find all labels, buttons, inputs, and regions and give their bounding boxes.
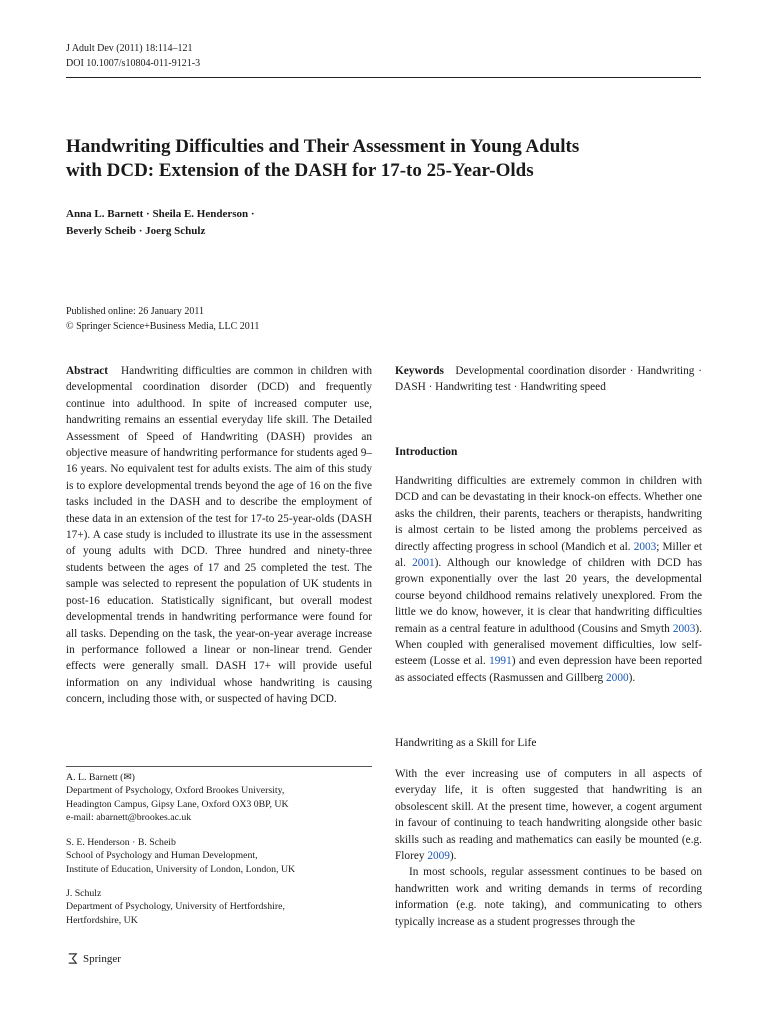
affiliation-line: Department of Psychology, University of Hertfordshire, <box>66 901 285 913</box>
affiliation-email[interactable]: e-mail: abarnett@brookes.ac.uk <box>66 812 192 824</box>
introduction-heading: Introduction <box>395 446 458 458</box>
keywords-text: Developmental coordination disorder · Handwriting · DASH · Handwriting test · Handwriting speed <box>395 365 702 394</box>
introduction-paragraph <box>395 473 702 686</box>
keywords-label: Keywords <box>395 365 444 377</box>
text-run: Handwriting difficulties are extremely common in children with DCD and can be devastating in their knock-on effects. Whether one asks the children, their parents, teachers or therapists, handwriting is almost certain to be listed among the problems perceived as directly affecting progress in school (Mandich et al. <box>395 475 702 553</box>
abstract-label: Abstract <box>66 365 109 377</box>
copyright: © Springer Science+Business Media, LLC 2011 <box>66 321 260 332</box>
springer-logo-icon <box>66 952 79 965</box>
title-line-2: with DCD: Extension of the DASH for 17-to 25-Year-Olds <box>66 160 534 181</box>
subsection-paragraph-2: In most schools, regular assessment continues to be based on handwritten work and writing demands in terms of recording information (e.g. note taking), and communicating to others typically increase as a student progresses through the <box>395 866 702 928</box>
keywords <box>395 363 702 396</box>
publisher-footer <box>66 952 121 965</box>
affiliation-1 <box>66 771 386 825</box>
affiliation-name: A. L. Barnett (✉) <box>66 772 135 783</box>
author-list <box>66 206 466 240</box>
affiliation-rule <box>66 766 372 767</box>
text-run: ). When coupled with generalised movement difficulties, low self-esteem (Losse et al. <box>395 622 702 668</box>
affiliation-line: Headington Campus, Gipsy Lane, Oxford OX3 0BP, UK <box>66 798 289 810</box>
affiliation-line: School of Psychology and Human Development, <box>66 850 258 862</box>
journal-citation: J Adult Dev (2011) 18:114–121 <box>66 43 193 54</box>
published-date: Published online: 26 January 2011 <box>66 306 204 317</box>
text-run: ). <box>449 850 457 863</box>
affiliation-line: Institute of Education, University of London, London, UK <box>66 863 296 875</box>
citation-link[interactable]: 2003 <box>672 622 696 635</box>
subsection-heading: Handwriting as a Skill for Life <box>395 737 537 749</box>
authors-line-2: Beverly Scheib · Joerg Schulz <box>66 225 206 237</box>
citation-link[interactable]: 2001 <box>412 557 435 570</box>
citation-link[interactable]: 2003 <box>633 540 657 553</box>
abstract <box>66 363 372 708</box>
doi[interactable]: DOI 10.1007/s10804-011-9121-3 <box>66 58 201 69</box>
journal-header <box>66 41 200 71</box>
text-run: ) and even depression have been reported as associated effects (Rasmussen and Gillberg <box>395 655 702 684</box>
publication-info <box>66 304 259 334</box>
title-line-1: Handwriting Difficulties and Their Assessment in Young Adults <box>66 136 580 157</box>
affiliation-name: J. Schulz <box>66 888 102 899</box>
affiliation-2 <box>66 836 386 876</box>
text-run: ). <box>628 671 636 684</box>
text-run: ). Although our knowledge of children with DCD has grown exponentially over the last 20 years, the developmental course beyond childhood remains relatively unexplored. From the little we do know, however, it is clear that handwriting difficulties remain as a central feature in adulthood (Cousins and Smyth <box>395 557 702 635</box>
text-run: ; Miller et al. <box>395 540 702 570</box>
publisher-name: Springer <box>83 952 121 965</box>
citation-link[interactable]: 1991 <box>489 655 512 668</box>
article-title <box>66 135 706 183</box>
citation-link[interactable]: 2009 <box>427 850 450 863</box>
affiliation-name: S. E. Henderson · B. Scheib <box>66 837 176 848</box>
abstract-text: Handwriting difficulties are common in children with developmental coordination disorder (DCD) and frequently continue into adulthood. In spite of increased computer use, handwriting remains an essential everyday life skill. The Detailed Assessment of Speed of Handwriting (DASH) provides an objective measure of handwriting performance for students aged 9–16 years. No equivalent test for adults exists. The aim of this study is to explore developmental trends beyond the age of 16 on the five tasks included in the DASH and to describe the employment of these data in an extension of the test for 17-to 25-year-olds (DASH 17+). A case study is included to illustrate its use in the assessment of young adults with DCD. Three hundred and ninety-three students between the ages of 17 and 25 completed the test. The sample was selected to represent the population of UK students in post-16 education. Statistically significant, but overall modest developmental trends in handwriting performance were found for all tasks. Depending on the task, the year-on-year average increase in performance followed a linear or non-linear trend. Gender effects were generally small. DASH 17+ will provide useful information on any individual whose handwriting is causing concern, including those with, or suspected of having DCD. <box>66 365 372 706</box>
affiliation-3 <box>66 887 386 927</box>
text-run: With the ever increasing use of computers in all aspects of everyday life, it is often suggested that handwriting is an obsolescent skill. At the present time, however, a cogent argument in favour of continuing to teach handwriting alongside other basic skills such as reading and mathematics can easily be mounted (e.g. Florey <box>395 768 702 863</box>
header-rule <box>66 77 701 78</box>
subsection-body <box>395 766 702 930</box>
authors-line-1: Anna L. Barnett · Sheila E. Henderson · <box>66 208 255 220</box>
citation-link[interactable]: 2000 <box>606 671 629 684</box>
affiliation-line: Department of Psychology, Oxford Brookes University, <box>66 785 285 797</box>
affiliation-line: Hertfordshire, UK <box>66 914 138 926</box>
